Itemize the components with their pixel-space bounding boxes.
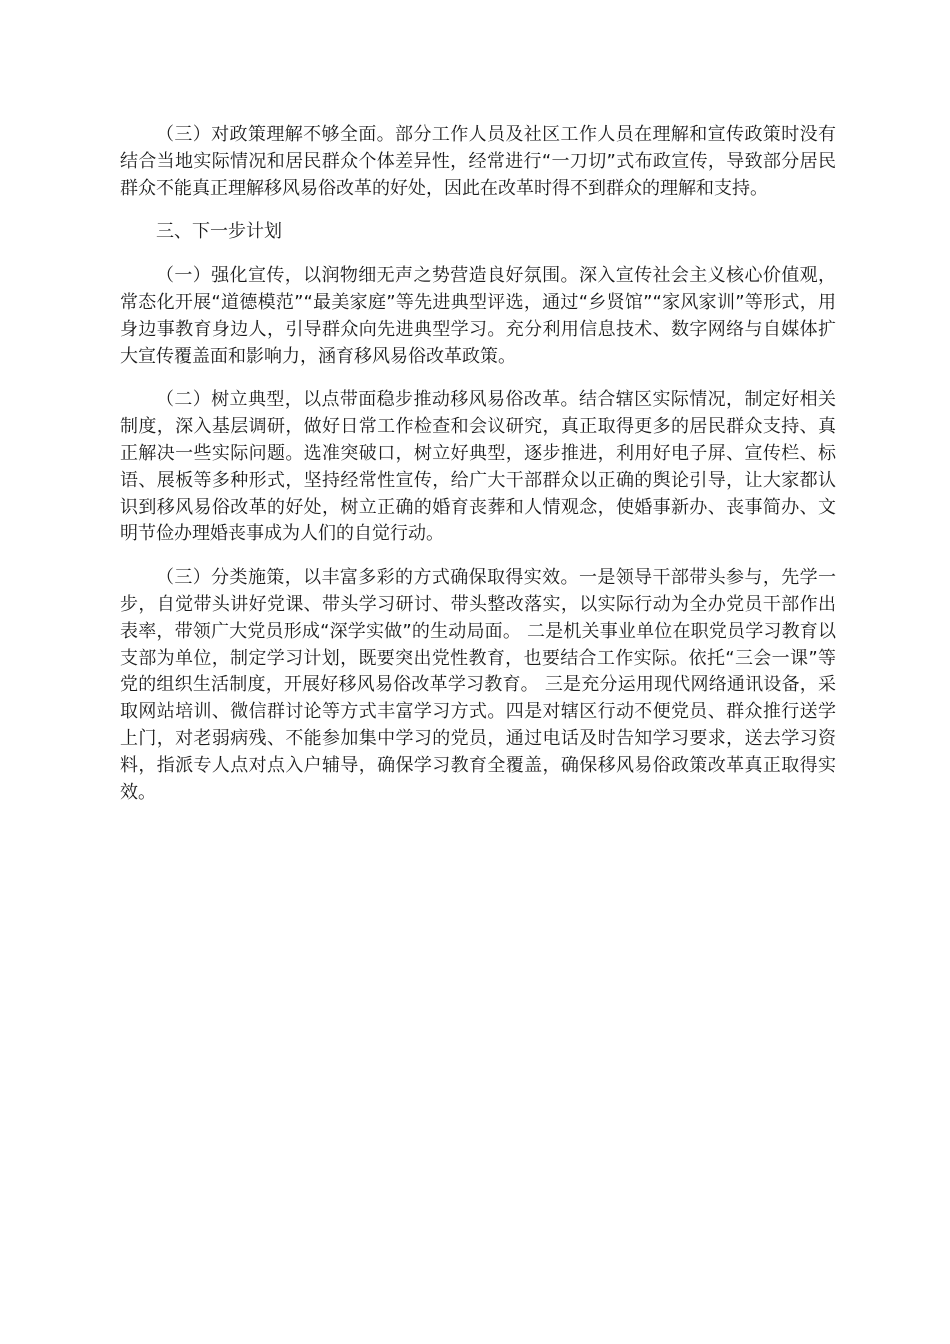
paragraph-classified-measures: （三）分类施策，以丰富多彩的方式确保取得实效。一是领导干部带头参与，先学一步，自觉带头讲好党课、带头学习研讨、带头整改落实，以实际行动为全办党员干部作出表率，带领广大党员形成“深学实做”的生动局面。 二是机关事业单位在职党员学习教育以支部为单位，制定学习计划，既要突出党性教育，也要结合工作实际。依托“三会一课”等党的组织生活制度，开展好移风易俗改革学习教育。 三是充分运用现代网络通讯设备，采取网站培训、微信群讨论等方式丰富学习方式。四是对辖区行动不便党员、群众推行送学上门，对老弱病残、不能参加集中学习的党员，通过电话及时告知学习要求，送去学习资料，指派专人点对点入户辅导，确保学习教育全覆盖，确保移风易俗政策改革真正取得实效。 xyxy=(120,567,836,803)
section-heading-next-steps: 三、下一步计划 xyxy=(156,221,282,243)
paragraph-policy-understanding: （三）对政策理解不够全面。部分工作人员及社区工作人员在理解和宣传政策时没有结合当地实际情况和居民群众个体差异性，经常进行“一刀切”式布政宣传，导致部分居民群众不能真正理解移风易俗改革的好处，因此在改革时得不到群众的理解和支持。 xyxy=(120,124,836,199)
paragraph-set-examples: （二）树立典型，以点带面稳步推动移风易俗改革。结合辖区实际情况，制定好相关制度，深入基层调研，做好日常工作检查和会议研究，真正取得更多的居民群众支持、真正解决一些实际问题。选准突破口，树立好典型，逐步推进，利用好电子屏、宣传栏、标语、展板等多种形式，坚持经常性宣传，给广大干部群众以正确的舆论引导，让大家都认识到移风易俗改革的好处，树立正确的婚育丧葬和人情观念，使婚事新办、丧事简办、文明节俭办理婚丧事成为人们的自觉行动。 xyxy=(120,389,836,545)
paragraph-strengthen-publicity: （一）强化宣传，以润物细无声之势营造良好氛围。深入宣传社会主义核心价值观，常态化开展“道德模范”“最美家庭”等先进典型评选，通过“乡贤馆”“家风家训”等形式，用身边事教育身边人，引导群众向先进典型学习。充分利用信息技术、数字网络与自媒体扩大宣传覆盖面和影响力，涵育移风易俗改革政策。 xyxy=(120,265,836,367)
document-body xyxy=(120,122,836,823)
